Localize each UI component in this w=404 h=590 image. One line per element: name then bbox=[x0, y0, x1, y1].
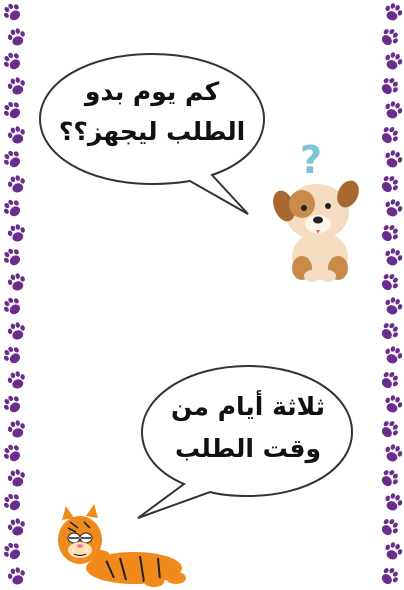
paw-print-icon bbox=[2, 296, 24, 318]
question-line-1: كم يوم بدو bbox=[84, 77, 220, 106]
paw-print-icon bbox=[6, 27, 28, 49]
paw-print-icon bbox=[382, 443, 404, 465]
paw-print-icon bbox=[6, 370, 28, 392]
dog-illustration bbox=[272, 168, 362, 283]
paw-print-icon bbox=[378, 174, 400, 196]
paw-print-icon bbox=[378, 370, 400, 392]
paw-print-icon bbox=[382, 492, 404, 514]
paw-print-icon bbox=[2, 100, 24, 122]
paw-print-icon bbox=[6, 125, 28, 147]
paw-print-icon bbox=[378, 27, 400, 49]
paw-print-icon bbox=[378, 76, 400, 98]
paw-print-icon bbox=[378, 566, 400, 588]
paw-print-icon bbox=[2, 149, 24, 171]
paw-print-icon bbox=[2, 541, 24, 563]
paw-print-icon bbox=[2, 492, 24, 514]
question-mark-icon: ? bbox=[300, 138, 323, 182]
paw-print-icon bbox=[382, 247, 404, 269]
left-paw-border bbox=[0, 0, 28, 590]
answer-line-1: ثلاثة أيام من bbox=[171, 392, 325, 421]
paw-print-icon bbox=[6, 517, 28, 539]
paw-print-icon bbox=[2, 443, 24, 465]
paw-print-icon bbox=[2, 247, 24, 269]
question-line-2: الطلب ليجهز؟؟ bbox=[58, 117, 246, 146]
paw-print-icon bbox=[6, 321, 28, 343]
paw-print-icon bbox=[6, 272, 28, 294]
paw-print-icon bbox=[6, 419, 28, 441]
paw-print-icon bbox=[6, 566, 28, 588]
paw-print-icon bbox=[6, 223, 28, 245]
paw-print-icon bbox=[382, 51, 404, 73]
paw-print-icon bbox=[382, 198, 404, 220]
speech-bubble-top-text bbox=[52, 72, 252, 152]
paw-print-icon bbox=[382, 296, 404, 318]
paw-print-icon bbox=[382, 541, 404, 563]
paw-print-icon bbox=[378, 125, 400, 147]
paw-print-icon bbox=[6, 468, 28, 490]
paw-print-icon bbox=[2, 345, 24, 367]
paw-print-icon bbox=[6, 174, 28, 196]
paw-print-icon bbox=[2, 2, 24, 24]
paw-print-icon bbox=[2, 51, 24, 73]
paw-print-icon bbox=[2, 198, 24, 220]
paw-print-icon bbox=[378, 272, 400, 294]
paw-print-icon bbox=[382, 100, 404, 122]
answer-line-2: وقت الطلب bbox=[174, 434, 322, 463]
paw-print-icon bbox=[2, 394, 24, 416]
paw-print-icon bbox=[382, 345, 404, 367]
paw-print-icon bbox=[382, 2, 404, 24]
paw-print-icon bbox=[382, 394, 404, 416]
paw-print-icon bbox=[378, 517, 400, 539]
cat-illustration bbox=[50, 502, 190, 590]
paw-print-icon bbox=[378, 419, 400, 441]
paw-print-icon bbox=[382, 149, 404, 171]
paw-print-icon bbox=[378, 223, 400, 245]
paw-print-icon bbox=[378, 468, 400, 490]
paw-print-icon bbox=[378, 321, 400, 343]
paw-print-icon bbox=[6, 76, 28, 98]
speech-bubble-bottom-text bbox=[148, 386, 348, 470]
right-paw-border bbox=[376, 0, 404, 590]
